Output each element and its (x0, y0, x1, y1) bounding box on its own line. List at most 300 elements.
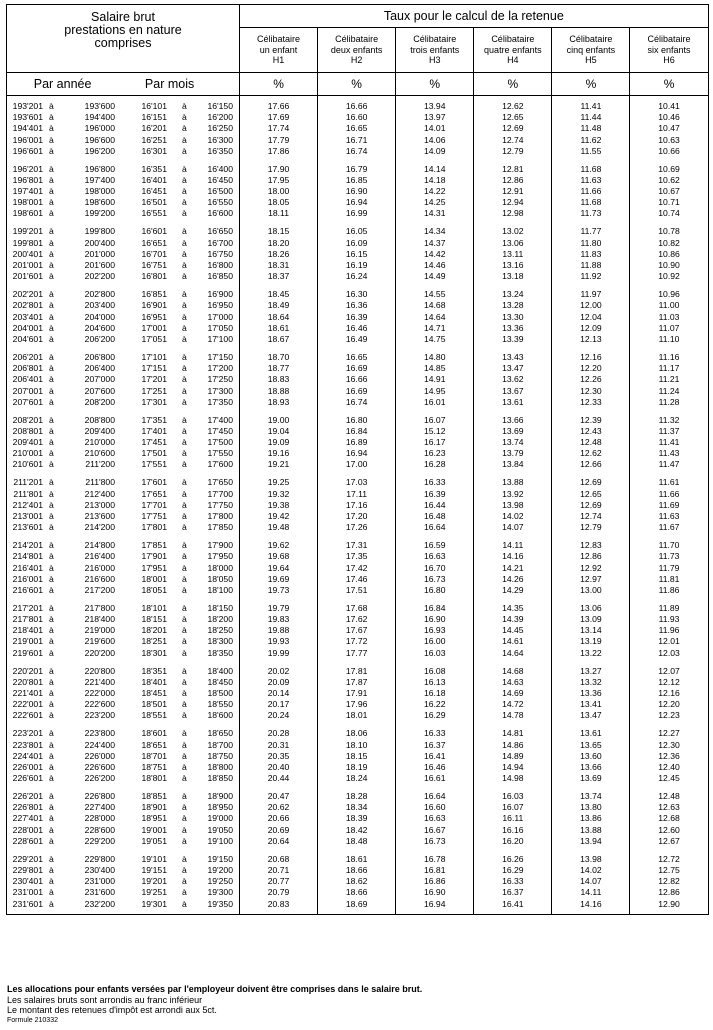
rate-value-h2: 16.74 (345, 145, 368, 156)
range-separator: à (182, 813, 187, 824)
rate-value-h4: 13.98 (502, 499, 524, 510)
rate-value-h6: 11.47 (658, 459, 680, 470)
month-to-value: 17'450 (207, 425, 233, 436)
rate-value-h4: 14.29 (502, 584, 524, 595)
month-to-value: 16'550 (207, 197, 233, 208)
month-to-value: 19'350 (207, 898, 233, 909)
range-separator: à (182, 414, 187, 425)
rate-value-h1: 18.77 (267, 363, 290, 374)
rate-value-h1: 19.42 (267, 510, 290, 521)
percent-label: % (552, 73, 630, 96)
month-from-value: 17'451 (141, 437, 167, 448)
rate-value-h1: 19.21 (267, 459, 290, 470)
rate-value-h3: 16.00 (423, 636, 446, 647)
month-from-value: 18'551 (141, 710, 167, 721)
range-separator: à (49, 351, 54, 362)
range-separator: à (182, 333, 187, 344)
rate-value-h3: 16.67 (423, 824, 446, 835)
year-to-value: 210'000 (84, 437, 115, 448)
rate-value-h3: 16.63 (423, 813, 446, 824)
range-separator: à (182, 363, 187, 374)
rate-value-h6: 11.86 (658, 584, 680, 595)
rate-value-h4: 13.11 (502, 248, 524, 259)
rate-value-h6: 12.72 (658, 853, 680, 864)
income-range-row (7, 740, 239, 751)
month-from-value: 18'051 (141, 584, 167, 595)
range-separator: à (182, 145, 187, 156)
month-to-value: 17'800 (207, 510, 233, 521)
range-separator: à (182, 739, 187, 750)
income-range-row (7, 164, 239, 175)
rate-value-h6: 11.66 (658, 488, 680, 499)
rate-value-h5: 11.88 (580, 260, 602, 271)
rate-value-h5: 11.48 (580, 123, 602, 134)
year-from-value: 202'801 (12, 300, 43, 311)
month-from-value: 19'201 (141, 876, 167, 887)
rate-value-h3: 16.33 (423, 477, 446, 488)
column-header-line: H5 (585, 55, 597, 66)
month-from-value: 18'251 (141, 636, 167, 647)
rate-value-h1: 18.20 (267, 237, 290, 248)
rate-value-h4: 16.33 (502, 876, 524, 887)
rate-value-h4: 13.02 (502, 226, 524, 237)
rate-value-h2: 16.66 (345, 101, 368, 111)
income-range-row (7, 426, 239, 437)
year-from-value: 226'601 (12, 773, 43, 784)
rate-value-h1: 20.47 (267, 791, 290, 802)
column-header-line: un enfant (259, 44, 298, 55)
rate-value-h1: 18.05 (267, 197, 290, 208)
range-separator: à (49, 385, 54, 396)
month-from-value: 17'551 (141, 459, 167, 470)
month-to-value: 18'100 (207, 584, 233, 595)
rate-value-h1: 20.69 (267, 824, 290, 835)
rate-value-h6: 12.20 (658, 699, 680, 710)
month-from-value: 18'301 (141, 647, 167, 658)
rate-value-h5: 13.06 (580, 602, 602, 613)
range-separator: à (182, 551, 187, 562)
rate-block (318, 854, 395, 910)
rate-block (318, 477, 395, 533)
range-separator: à (182, 197, 187, 208)
income-range-row (7, 226, 239, 237)
per-year-label: Par année (33, 77, 92, 91)
rate-value-h5: 12.97 (580, 573, 602, 584)
rate-value-h1: 20.35 (267, 750, 290, 761)
year-from-value: 220'801 (12, 676, 43, 687)
rate-value-h3: 13.94 (423, 101, 446, 111)
year-to-value: 224'400 (84, 739, 115, 750)
range-separator: à (182, 647, 187, 658)
month-from-value: 19'251 (141, 887, 167, 898)
rate-value-h1: 18.83 (267, 374, 290, 385)
rate-value-h6: 11.03 (658, 311, 680, 322)
rate-block (396, 352, 473, 408)
rate-value-h4: 16.20 (502, 835, 524, 846)
rate-value-h4: 14.98 (502, 773, 524, 784)
rate-value-h1: 20.44 (267, 773, 290, 784)
rate-value-h1: 18.26 (267, 248, 290, 259)
month-from-value: 16'951 (141, 311, 167, 322)
rate-value-h3: 16.94 (423, 898, 446, 909)
rate-value-h3: 14.06 (423, 134, 446, 145)
rate-value-h6: 12.30 (658, 739, 680, 750)
range-separator: à (182, 186, 187, 197)
range-separator: à (182, 665, 187, 676)
income-range-row (7, 887, 239, 898)
range-separator: à (49, 112, 54, 123)
month-from-value: 18'201 (141, 625, 167, 636)
rate-value-h4: 16.03 (502, 791, 524, 802)
rate-block (474, 477, 551, 533)
range-separator: à (49, 728, 54, 739)
income-range-row (7, 899, 239, 910)
range-separator: à (182, 773, 187, 784)
year-from-value: 193'601 (12, 112, 43, 123)
rate-value-h1: 19.73 (267, 584, 290, 595)
month-from-value: 18'951 (141, 813, 167, 824)
month-to-value: 17'300 (207, 385, 233, 396)
year-from-value: 207'601 (12, 396, 43, 407)
rate-block (396, 164, 473, 220)
year-to-value: 204'000 (84, 311, 115, 322)
rate-value-h3: 16.44 (423, 499, 446, 510)
range-separator: à (182, 602, 187, 613)
rate-value-h5: 13.36 (580, 687, 602, 698)
year-to-value: 229'200 (84, 835, 115, 846)
range-separator: à (182, 499, 187, 510)
range-separator: à (182, 322, 187, 333)
rate-value-h2: 16.30 (345, 289, 368, 300)
range-separator: à (49, 687, 54, 698)
rate-column-h6 (630, 96, 708, 915)
rate-value-h1: 18.70 (267, 351, 290, 362)
rate-block (630, 477, 707, 533)
year-from-value: 196'601 (12, 145, 43, 156)
rate-value-h1: 19.64 (267, 562, 290, 573)
rate-block (318, 352, 395, 408)
year-from-value: 214'801 (12, 551, 43, 562)
rate-value-h3: 14.37 (423, 237, 446, 248)
rate-value-h5: 12.13 (580, 333, 602, 344)
range-separator: à (49, 647, 54, 658)
month-to-value: 16'850 (207, 271, 233, 282)
column-header-line: six enfants (647, 44, 691, 55)
rate-value-h6: 12.07 (658, 665, 680, 676)
year-to-value: 208'200 (84, 396, 115, 407)
month-from-value: 16'701 (141, 248, 167, 259)
month-from-value: 17'301 (141, 396, 167, 407)
rate-value-h3: 16.70 (423, 562, 446, 573)
month-to-value: 16'900 (207, 289, 233, 300)
year-from-value: 222'001 (12, 699, 43, 710)
year-to-value: 201'000 (84, 248, 115, 259)
footer-note-rounding-tax: Le montant des retenues d'impôt est arrondi aux 5ct. (7, 1005, 217, 1015)
rate-value-h1: 17.69 (267, 112, 290, 123)
rate-value-h1: 20.14 (267, 687, 290, 698)
rate-value-h3: 14.75 (423, 333, 446, 344)
rate-block (552, 289, 629, 345)
rate-value-h6: 12.68 (658, 813, 680, 824)
month-to-value: 18'400 (207, 665, 233, 676)
rate-block (318, 164, 395, 220)
rate-value-h4: 16.41 (502, 898, 524, 909)
year-to-value: 199'800 (84, 226, 115, 237)
month-from-value: 17'151 (141, 363, 167, 374)
year-from-value: 197'401 (12, 186, 43, 197)
month-to-value: 19'300 (207, 887, 233, 898)
rate-value-h6: 10.66 (658, 145, 680, 156)
year-from-value: 201'601 (12, 271, 43, 282)
range-separator: à (49, 602, 54, 613)
month-to-value: 19'100 (207, 835, 233, 846)
rate-value-h5: 11.68 (580, 197, 602, 208)
month-from-value: 17'601 (141, 477, 167, 488)
rate-value-h1: 19.25 (267, 477, 290, 488)
range-separator: à (49, 573, 54, 584)
rate-value-h1: 18.15 (267, 226, 290, 237)
range-separator: à (182, 477, 187, 488)
rate-value-h6: 12.36 (658, 750, 680, 761)
percent-label: % (396, 73, 474, 96)
rate-block (552, 226, 629, 282)
year-from-value: 210'601 (12, 459, 43, 470)
month-to-value: 19'000 (207, 813, 233, 824)
rate-value-h5: 11.77 (580, 226, 602, 237)
month-to-value: 19'150 (207, 853, 233, 864)
income-range-row (7, 876, 239, 887)
column-header-line: Célibataire (335, 34, 379, 45)
month-to-value: 18'250 (207, 625, 233, 636)
income-block (7, 603, 239, 659)
rate-value-h3: 16.03 (423, 647, 446, 658)
month-from-value: 17'201 (141, 374, 167, 385)
month-to-value: 16'200 (207, 112, 233, 123)
rate-value-h6: 11.32 (658, 414, 680, 425)
rate-value-h4: 14.35 (502, 602, 524, 613)
year-from-value: 217'801 (12, 614, 43, 625)
month-from-value: 17'751 (141, 510, 167, 521)
rate-value-h1: 17.86 (267, 145, 290, 156)
rate-value-h5: 12.33 (580, 396, 602, 407)
rate-value-h3: 14.22 (423, 186, 446, 197)
year-to-value: 228'600 (84, 824, 115, 835)
rate-value-h1: 18.31 (267, 260, 290, 271)
range-separator: à (49, 226, 54, 237)
range-separator: à (49, 363, 54, 374)
range-separator: à (182, 898, 187, 909)
range-separator: à (49, 750, 54, 761)
rate-value-h4: 14.72 (502, 699, 524, 710)
rate-value-h3: 13.97 (423, 112, 446, 123)
rate-value-h2: 17.11 (346, 488, 368, 499)
month-to-value: 16'350 (207, 145, 233, 156)
rate-value-h1: 20.24 (267, 710, 290, 721)
income-header (7, 5, 240, 73)
year-from-value: 196'201 (12, 163, 43, 174)
year-to-value: 212'400 (84, 488, 115, 499)
income-range-row (7, 666, 239, 677)
range-separator: à (182, 510, 187, 521)
range-separator: à (49, 374, 54, 385)
year-from-value: 211'801 (13, 488, 43, 499)
income-range-row (7, 146, 239, 157)
income-range-row (7, 312, 239, 323)
year-from-value: 218'401 (12, 625, 43, 636)
rate-block (396, 101, 473, 157)
rate-value-h4: 14.64 (502, 647, 524, 658)
rate-block (318, 540, 395, 596)
rate-value-h1: 18.67 (267, 333, 290, 344)
year-to-value: 202'800 (84, 289, 115, 300)
month-from-value: 18'001 (141, 573, 167, 584)
rate-value-h4: 13.16 (502, 260, 524, 271)
range-separator: à (49, 289, 54, 300)
month-from-value: 17'101 (141, 351, 167, 362)
percent-label: % (240, 73, 318, 96)
year-to-value: 198'600 (84, 197, 115, 208)
year-to-value: 219'600 (84, 636, 115, 647)
rate-value-h3: 16.80 (423, 584, 446, 595)
year-from-value: 228'601 (12, 835, 43, 846)
rate-block (396, 791, 473, 847)
range-separator: à (49, 773, 54, 784)
income-range-row (7, 791, 239, 802)
year-from-value: 213'001 (12, 510, 43, 521)
rate-block (240, 415, 317, 471)
rate-value-h5: 12.66 (580, 459, 602, 470)
range-separator: à (182, 750, 187, 761)
income-range-row (7, 710, 239, 721)
rate-value-h6: 10.62 (658, 174, 680, 185)
month-from-value: 16'801 (141, 271, 167, 282)
range-separator: à (49, 414, 54, 425)
year-from-value: 201'001 (12, 260, 43, 271)
rate-value-h6: 11.16 (658, 351, 680, 362)
rate-block (474, 164, 551, 220)
rate-value-h3: 16.73 (423, 573, 446, 584)
year-from-value: 219'001 (12, 636, 43, 647)
range-separator: à (49, 802, 54, 813)
rate-value-h6: 11.70 (658, 540, 680, 551)
month-from-value: 18'401 (141, 676, 167, 687)
rate-value-h4: 13.62 (502, 374, 524, 385)
rate-value-h6: 10.90 (658, 260, 680, 271)
range-separator: à (182, 676, 187, 687)
rate-value-h1: 20.83 (267, 898, 290, 909)
column-header-h1 (240, 28, 318, 73)
year-from-value: 217'201 (12, 602, 43, 613)
range-separator: à (49, 145, 54, 156)
percent-label: % (474, 73, 552, 96)
rate-value-h5: 13.19 (580, 636, 602, 647)
range-separator: à (182, 437, 187, 448)
income-title-line: prestations en nature (64, 23, 182, 37)
year-from-value: 204'601 (12, 333, 43, 344)
month-from-value: 17'951 (141, 562, 167, 573)
rate-value-h5: 11.97 (580, 289, 602, 300)
month-to-value: 17'150 (207, 351, 233, 362)
rate-value-h4: 16.29 (502, 865, 524, 875)
rate-value-h4: 13.18 (502, 271, 524, 282)
rate-value-h2: 17.96 (345, 699, 368, 710)
rate-value-h1: 20.71 (267, 865, 290, 875)
rate-value-h2: 18.01 (345, 710, 368, 721)
rate-value-h2: 16.46 (345, 322, 368, 333)
rate-block (474, 289, 551, 345)
year-from-value: 204'001 (12, 322, 43, 333)
rate-value-h2: 18.66 (345, 887, 368, 898)
year-from-value: 219'601 (12, 647, 43, 658)
range-separator: à (49, 396, 54, 407)
rate-value-h5: 13.61 (580, 728, 602, 739)
rate-value-h3: 14.80 (423, 351, 446, 362)
month-to-value: 17'200 (207, 363, 233, 374)
rate-value-h3: 14.34 (423, 226, 446, 237)
rate-block (552, 666, 629, 722)
rate-value-h4: 13.06 (502, 237, 524, 248)
rate-value-h5: 12.92 (580, 562, 602, 573)
range-separator: à (49, 876, 54, 887)
year-from-value: 229'801 (12, 865, 43, 875)
rate-value-h5: 13.41 (580, 699, 602, 710)
rate-value-h3: 14.55 (423, 289, 446, 300)
year-from-value: 196'801 (12, 174, 43, 185)
rate-value-h3: 16.86 (423, 876, 446, 887)
rate-value-h2: 16.90 (345, 186, 368, 197)
range-separator: à (182, 488, 187, 499)
rate-value-h2: 17.51 (345, 584, 368, 595)
rate-value-h4: 14.68 (502, 665, 524, 676)
rate-value-h2: 18.69 (345, 898, 368, 909)
range-separator: à (182, 887, 187, 898)
rate-value-h4: 14.78 (502, 710, 524, 721)
rate-value-h6: 11.63 (658, 510, 680, 521)
rate-block (552, 728, 629, 784)
rate-value-h6: 12.60 (658, 824, 680, 835)
income-range-row (7, 751, 239, 762)
rate-block (396, 728, 473, 784)
percent-label: % (318, 73, 396, 96)
range-separator: à (182, 614, 187, 625)
rate-value-h2: 16.24 (345, 271, 368, 282)
rate-value-h1: 18.93 (267, 396, 290, 407)
rate-block (396, 289, 473, 345)
rate-value-h4: 12.86 (502, 174, 524, 185)
year-to-value: 217'200 (84, 584, 115, 595)
rate-block (630, 854, 707, 910)
rate-value-h5: 14.02 (580, 865, 602, 875)
rate-value-h5: 13.32 (580, 676, 602, 687)
income-range-row (7, 352, 239, 363)
rate-block (552, 540, 629, 596)
range-separator: à (182, 385, 187, 396)
rate-value-h3: 16.23 (423, 448, 446, 459)
rate-value-h4: 13.47 (502, 363, 524, 374)
rate-value-h3: 16.61 (423, 773, 446, 784)
rate-value-h5: 11.44 (580, 112, 602, 123)
income-range-row (7, 865, 239, 876)
month-from-value: 18'751 (141, 761, 167, 772)
rate-value-h4: 12.91 (502, 186, 524, 197)
rate-value-h1: 20.79 (267, 887, 290, 898)
rate-value-h6: 11.89 (658, 602, 680, 613)
rate-value-h6: 10.96 (658, 289, 680, 300)
rate-block (474, 415, 551, 471)
income-range-row (7, 540, 239, 551)
rate-value-h3: 16.90 (423, 887, 446, 898)
range-separator: à (182, 573, 187, 584)
